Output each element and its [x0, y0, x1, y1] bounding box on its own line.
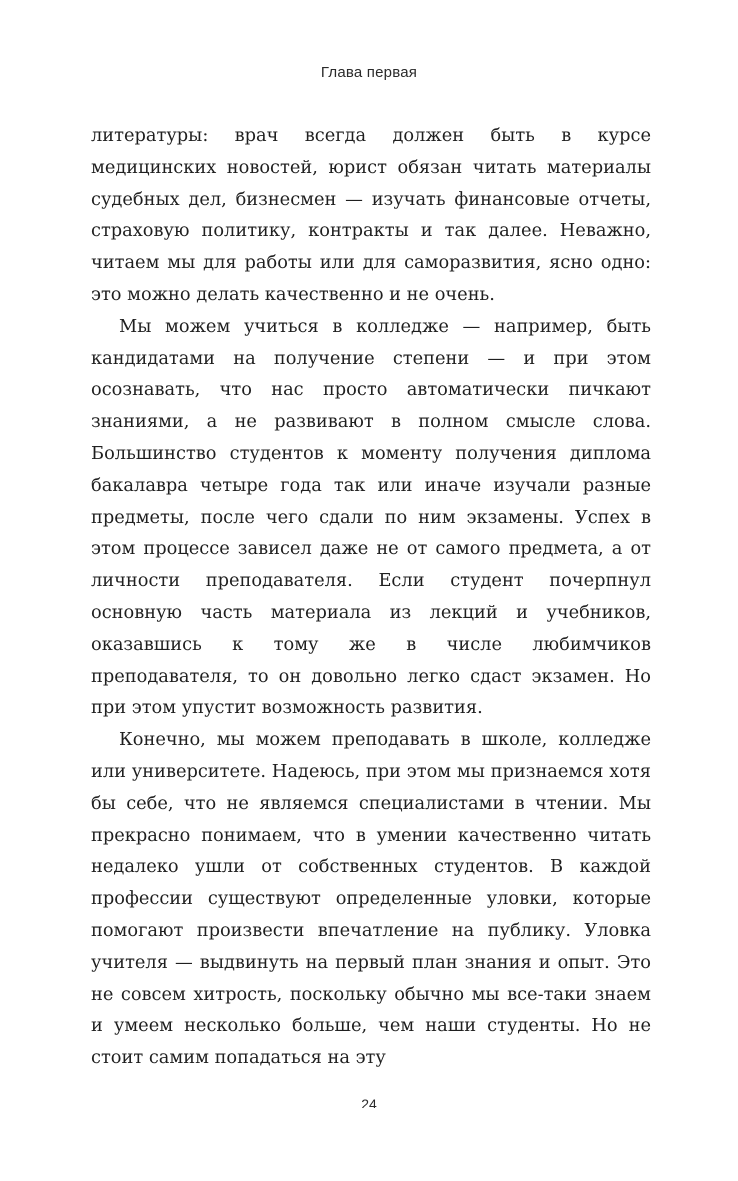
paragraph: литературы: врач всегда должен быть в курсе медицинских новостей, юрист обязан читать материалы судебных дел, бизнесмен — изучать финансовые отчеты, страховую политику, контракты и так далее. Неважно, читаем мы для работы или для саморазвития, ясно одно: это можно делать качественно и не очень. [91, 125, 651, 305]
running-head-chapter-title: Глава первая [320, 64, 418, 81]
paragraph: Конечно, мы можем преподавать в школе, колледже или университете. Надеюсь, при этом мы признаемся хотя бы себе, что не являемся специалистами в чтении. Мы прекрасно понимаем, что в умении качественно читать недалеко ушли от собственных студентов. В каждой профессии существуют определенные уловки, которые помогают произвести впечатление на публику. Уловка учителя — выдвинуть на первый план знания и опыт. Это не совсем хитрость, поскольку обычно мы все-таки знаем и умеем несколько больше, чем наши студенты. Но не стоит самим попадаться на эту [91, 729, 651, 1069]
page-number: 24 [361, 1096, 377, 1108]
paragraph: Мы можем учиться в колледже — например, быть кандидатами на получение степени — и при этом осознавать, что нас просто автоматически пичкают знаниями, а не развивают в полном смысле слова. Большинство студентов к моменту получения диплома бакалавра четыре года так или иначе изучали разные предметы, после чего сдали по ним экзамены. Успех в этом процессе зависел даже не от самого предмета, а от личности преподавателя. Если студент почерпнул основную часть материала из лекций и учебников, оказавшись к тому же в числе любимчиков преподавателя, то он довольно легко сдаст экзамен. Но при этом упустит возможность развития. [91, 315, 651, 719]
page-body-text [91, 120, 651, 1074]
